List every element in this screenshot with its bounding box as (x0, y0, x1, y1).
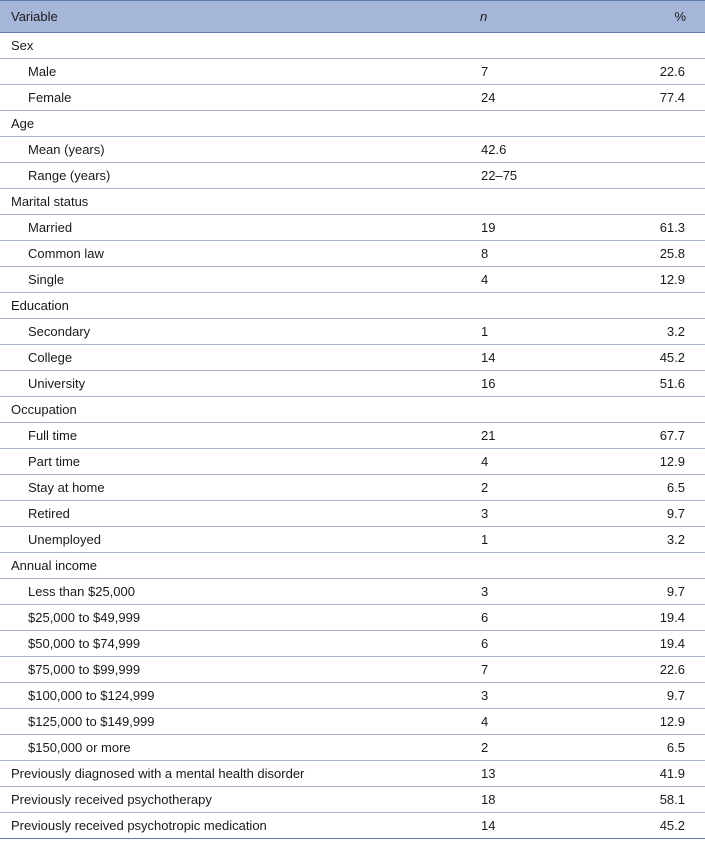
row-n: 42.6 (420, 137, 610, 163)
row-label: Unemployed (0, 527, 420, 553)
table-row (0, 371, 705, 397)
header-variable: Variable (0, 1, 420, 33)
row-label: Full time (0, 423, 420, 449)
row-n: 3 (420, 683, 610, 709)
row-n (420, 397, 610, 423)
row-label: Part time (0, 449, 420, 475)
table-row (0, 735, 705, 761)
row-label: $75,000 to $99,999 (0, 657, 420, 683)
row-percent: 6.5 (610, 475, 705, 501)
row-percent: 51.6 (610, 371, 705, 397)
table-row (0, 397, 705, 423)
row-percent: 61.3 (610, 215, 705, 241)
table-row (0, 137, 705, 163)
table-row (0, 761, 705, 787)
row-label: Secondary (0, 319, 420, 345)
row-n: 21 (420, 423, 610, 449)
row-label: Stay at home (0, 475, 420, 501)
table-row (0, 527, 705, 553)
row-label: Range (years) (0, 163, 420, 189)
table-row (0, 605, 705, 631)
row-percent: 45.2 (659, 818, 685, 833)
row-label: Female (0, 85, 420, 111)
row-n: 4 (420, 267, 610, 293)
row-label: $125,000 to $149,999 (0, 709, 420, 735)
row-percent: 9.7 (610, 501, 705, 527)
row-label: Marital status (0, 189, 420, 215)
row-n: 1 (420, 319, 610, 345)
row-label: Married (0, 215, 420, 241)
row-n: 7 (420, 59, 610, 85)
row-percent: 12.9 (610, 449, 705, 475)
row-percent: 9.7 (610, 683, 705, 709)
row-label: Occupation (0, 397, 420, 423)
row-percent: 41.9 (610, 761, 705, 787)
table-row (0, 267, 705, 293)
row-percent: 3.2 (610, 527, 705, 553)
row-label: Age (0, 111, 420, 137)
table-row (0, 475, 705, 501)
row-percent (610, 111, 705, 137)
row-percent: 25.8 (610, 241, 705, 267)
row-label: Single (0, 267, 420, 293)
row-label: Retired (0, 501, 420, 527)
row-n: 14 (481, 818, 496, 833)
row-label: Common law (0, 241, 420, 267)
row-percent (610, 33, 705, 59)
row-n: 8 (420, 241, 610, 267)
row-n: 3 (420, 579, 610, 605)
row-percent: 77.4 (610, 85, 705, 111)
row-n: 1 (420, 527, 610, 553)
table-row (0, 111, 705, 137)
row-n: 7 (420, 657, 610, 683)
row-label: Education (0, 293, 420, 319)
table-row (0, 319, 705, 345)
header-n: n (420, 1, 610, 33)
row-n: 18 (420, 787, 610, 813)
row-n: 22–75 (420, 163, 610, 189)
row-n (420, 33, 610, 59)
row-percent: 6.5 (610, 735, 705, 761)
table-row (0, 215, 705, 241)
table-row (0, 631, 705, 657)
row-label: Previously diagnosed with a mental health disorder (0, 761, 420, 787)
table-row (0, 553, 705, 579)
table-row (0, 449, 705, 475)
table-row (0, 241, 705, 267)
row-n: 13 (420, 761, 610, 787)
table-row (0, 189, 705, 215)
table-row (0, 85, 705, 111)
row-n: 6 (420, 605, 610, 631)
table-row (0, 657, 705, 683)
header-row (0, 1, 705, 33)
row-label: University (0, 371, 420, 397)
table-row (0, 423, 705, 449)
row-n: 19 (420, 215, 610, 241)
row-percent: 19.4 (610, 605, 705, 631)
row-n: 2 (420, 475, 610, 501)
row-n (420, 553, 610, 579)
table-row (0, 787, 705, 813)
row-percent: 9.7 (610, 579, 705, 605)
table-row (0, 709, 705, 735)
row-n: 4 (420, 709, 610, 735)
table-body (0, 33, 705, 839)
row-n (420, 293, 610, 319)
row-label: College (0, 345, 420, 371)
row-percent (610, 397, 705, 423)
row-n: 4 (420, 449, 610, 475)
table-row (0, 345, 705, 371)
table-row (0, 501, 705, 527)
table-header (0, 1, 705, 33)
table-row (0, 579, 705, 605)
row-n: 2 (420, 735, 610, 761)
row-n (420, 111, 610, 137)
row-label: $100,000 to $124,999 (0, 683, 420, 709)
table-row (0, 813, 705, 839)
row-label: Annual income (0, 553, 420, 579)
row-percent (610, 163, 705, 189)
header-percent: % (610, 1, 705, 33)
row-label: Previously received psychotropic medication (11, 818, 267, 833)
row-label: Less than $25,000 (0, 579, 420, 605)
row-n (420, 189, 610, 215)
row-percent (610, 553, 705, 579)
row-percent (610, 293, 705, 319)
row-n: 3 (420, 501, 610, 527)
row-percent: 67.7 (610, 423, 705, 449)
row-percent: 3.2 (610, 319, 705, 345)
row-n: 16 (420, 371, 610, 397)
table-row (0, 163, 705, 189)
row-percent: 45.2 (610, 345, 705, 371)
row-label: Male (0, 59, 420, 85)
row-percent: 22.6 (610, 59, 705, 85)
table-row (0, 59, 705, 85)
row-percent: 58.1 (610, 787, 705, 813)
row-percent: 12.9 (610, 267, 705, 293)
row-percent (610, 189, 705, 215)
row-n: 14 (420, 345, 610, 371)
row-label: $50,000 to $74,999 (0, 631, 420, 657)
row-percent: 12.9 (610, 709, 705, 735)
row-label: Previously received psychotherapy (0, 787, 420, 813)
row-n: 24 (420, 85, 610, 111)
row-n: 6 (420, 631, 610, 657)
row-label: $150,000 or more (0, 735, 420, 761)
row-percent: 22.6 (610, 657, 705, 683)
row-label: Sex (0, 33, 420, 59)
row-label: $25,000 to $49,999 (0, 605, 420, 631)
row-label: Mean (years) (0, 137, 420, 163)
table-row (0, 293, 705, 319)
row-percent: 19.4 (610, 631, 705, 657)
table-row (0, 683, 705, 709)
row-percent (610, 137, 705, 163)
table-row (0, 33, 705, 59)
